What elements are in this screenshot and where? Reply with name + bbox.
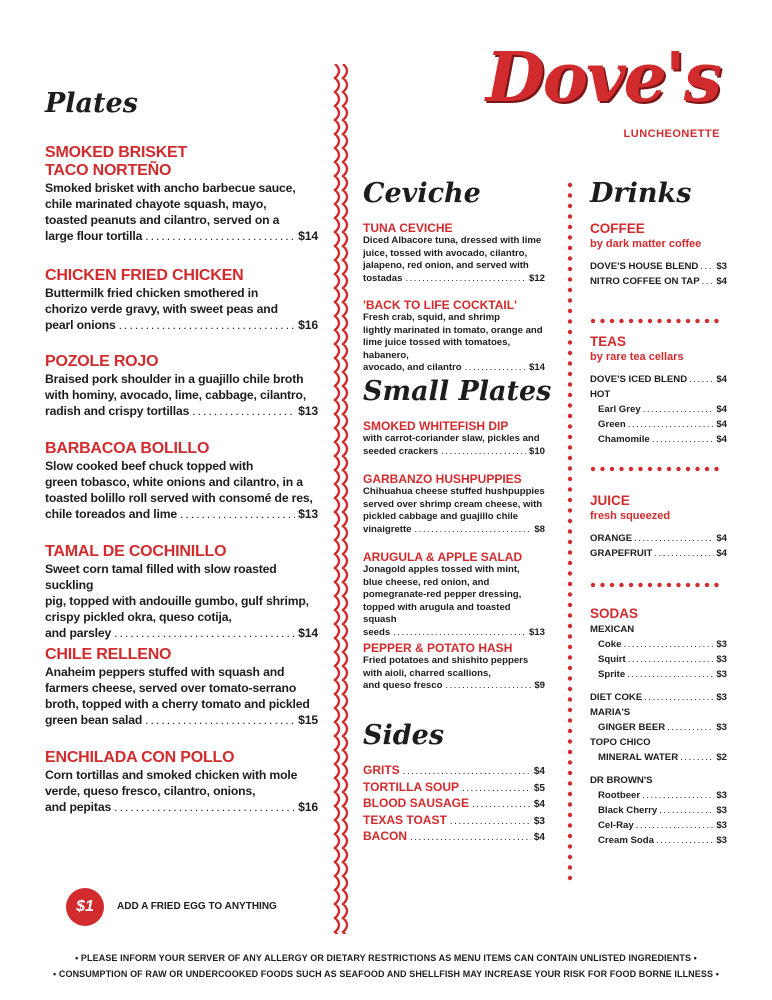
restaurant-logo bbox=[462, 38, 722, 148]
item-description: pig, topped with andouille gumbo, gulf shrimp, bbox=[45, 594, 309, 608]
menu-item bbox=[45, 440, 318, 522]
item-name: 'BACK TO LIFE COCKTAIL' bbox=[363, 298, 517, 312]
side-name: BACON bbox=[363, 829, 407, 843]
small-plates-heading: Small Plates bbox=[363, 376, 552, 407]
section-name: SODAS bbox=[590, 606, 639, 621]
item-description: radish and crispy tortillas bbox=[45, 404, 190, 418]
drink-row bbox=[590, 417, 727, 432]
side-row bbox=[363, 780, 545, 797]
drink-row bbox=[590, 788, 727, 803]
item-description: green bean salad bbox=[45, 713, 143, 727]
item-price: $14 bbox=[528, 362, 545, 373]
item-price: $8 bbox=[534, 523, 545, 535]
drink-name: Rootbeer bbox=[598, 790, 641, 801]
drink-group-label: HOT bbox=[590, 389, 611, 400]
item-name: SMOKED BRISKET bbox=[45, 144, 188, 161]
drink-price: $3 bbox=[716, 722, 727, 733]
drink-name: DIET COKE bbox=[590, 692, 643, 703]
item-price: $10 bbox=[528, 445, 545, 457]
drink-price: $4 bbox=[716, 533, 727, 544]
item-description: pearl onions bbox=[45, 318, 116, 332]
dotted-divider bbox=[567, 182, 573, 882]
drink-name: DOVE'S ICED BLEND bbox=[590, 374, 688, 385]
item-description: Sweet corn tamal filled with slow roasted suckling bbox=[45, 562, 277, 592]
item-description: Diced Albacore tuna, dressed with lime bbox=[363, 235, 542, 246]
logo-tagline: LUNCHEONETTE bbox=[623, 128, 720, 140]
item-description: toasted bolillo roll served with consomé de res, bbox=[45, 491, 313, 505]
drink-row bbox=[590, 833, 727, 848]
item-description: and pepitas bbox=[45, 800, 112, 814]
drink-price: $4 bbox=[716, 419, 727, 430]
drink-price: $2 bbox=[716, 752, 727, 763]
item-description: toasted peanuts and cilantro, served on a bbox=[45, 213, 280, 227]
drink-price: $3 bbox=[716, 835, 727, 846]
drink-row bbox=[590, 652, 727, 667]
drink-price: $3 bbox=[716, 669, 727, 680]
item-description: broth, topped with a cherry tomato and pickled bbox=[45, 697, 310, 711]
drink-name: MINERAL WATER bbox=[598, 752, 679, 763]
drinks-heading: Drinks bbox=[590, 178, 692, 209]
item-price: $16 bbox=[298, 800, 318, 814]
drink-name: Chamomile bbox=[598, 434, 650, 445]
item-price: $16 bbox=[298, 318, 318, 332]
section-name: COFFEE bbox=[590, 221, 645, 236]
item-description: verde, queso fresco, cilantro, onions, bbox=[45, 784, 256, 798]
menu-item bbox=[45, 353, 318, 419]
logo-brand: Dove's bbox=[485, 38, 720, 118]
item-name: POZOLE ROJO bbox=[45, 353, 159, 370]
item-description: farmers cheese, served over tomato-serrano bbox=[45, 681, 297, 695]
drink-group-label: DR BROWN'S bbox=[590, 775, 653, 786]
drink-group-label: MARIA'S bbox=[590, 707, 631, 718]
side-row bbox=[363, 796, 545, 813]
raw-food-notice: • CONSUMPTION OF RAW OR UNDERCOOKED FOODS SUCH AS SEAFOOD AND SHELLFISH MAY INCREASE YOUR RISK FOR FOOD BORNE ILLNESS • bbox=[53, 969, 719, 979]
menu-item bbox=[45, 646, 318, 728]
drink-row bbox=[590, 546, 727, 561]
side-price: $3 bbox=[533, 815, 545, 827]
drink-price: $3 bbox=[716, 805, 727, 816]
dotted-separator bbox=[590, 582, 720, 588]
drink-row bbox=[590, 720, 727, 735]
drink-row bbox=[590, 667, 727, 682]
side-row bbox=[363, 813, 545, 830]
drink-name: ORANGE bbox=[590, 533, 633, 544]
drink-price: $3 bbox=[716, 790, 727, 801]
ceviche-heading: Ceviche bbox=[363, 178, 481, 209]
item-name: ARUGULA & APPLE SALAD bbox=[363, 550, 523, 564]
drink-name: Squirt bbox=[598, 654, 626, 665]
sides-list bbox=[363, 763, 545, 846]
menu-item bbox=[363, 641, 545, 693]
item-description: juice, tossed with avocado, cilantro, bbox=[363, 247, 528, 259]
item-price: $13 bbox=[298, 404, 318, 418]
item-description: jalapeno, red onion, and served with bbox=[363, 260, 529, 271]
item-description: Slow cooked beef chuck topped with bbox=[45, 459, 254, 473]
section-subtitle: by rare tea cellars bbox=[590, 351, 684, 363]
item-name: TACO NORTEÑO bbox=[45, 162, 172, 179]
drink-name: DOVE'S HOUSE BLEND bbox=[590, 261, 699, 272]
item-description: topped with arugula and toasted squash bbox=[363, 601, 511, 625]
drink-price: $3 bbox=[716, 261, 727, 272]
drink-row bbox=[590, 274, 727, 289]
drink-group-label: TOPO CHICO bbox=[590, 737, 651, 748]
menu-item bbox=[45, 267, 318, 333]
drink-price: $4 bbox=[716, 404, 727, 415]
drink-row bbox=[590, 402, 727, 417]
menu-item bbox=[45, 749, 318, 815]
side-row bbox=[363, 763, 545, 780]
item-description: lightly marinated in tomato, orange and bbox=[363, 324, 543, 336]
drink-name: Cel-Ray bbox=[598, 820, 634, 831]
side-price: $4 bbox=[533, 799, 545, 810]
menu-item bbox=[363, 298, 545, 375]
item-description: pickled cabbage and guajillo chile bbox=[363, 511, 519, 522]
section-name: TEAS bbox=[590, 334, 627, 349]
item-price: $13 bbox=[298, 507, 318, 521]
side-row bbox=[363, 829, 545, 846]
egg-addon-text: ADD A FRIED EGG TO ANYTHING bbox=[117, 901, 277, 912]
sides-heading: Sides bbox=[363, 720, 445, 751]
item-description: avocado, and cilantro bbox=[363, 362, 462, 373]
drink-price: $4 bbox=[716, 374, 727, 385]
item-description: with carrot-coriander slaw, pickles and bbox=[363, 433, 540, 444]
drink-name: NITRO COFFEE ON TAP bbox=[590, 276, 700, 287]
item-name: BARBACOA BOLILLO bbox=[45, 440, 210, 457]
side-price: $4 bbox=[533, 766, 545, 777]
item-description: Fresh crab, squid, and shrimp bbox=[363, 312, 501, 323]
drink-name: Coke bbox=[598, 639, 622, 650]
item-description: Buttermilk fried chicken smothered in bbox=[45, 286, 259, 300]
item-description: vinaigrette bbox=[363, 523, 412, 535]
side-name: BLOOD SAUSAGE bbox=[363, 796, 470, 810]
drink-price: $3 bbox=[716, 820, 727, 831]
item-description: tostadas bbox=[363, 272, 403, 284]
item-description: Jonagold apples tossed with mint, bbox=[363, 564, 520, 575]
item-name: CHILE RELLENO bbox=[45, 646, 172, 663]
drink-name: Black Cherry bbox=[598, 805, 658, 816]
juice-section bbox=[590, 493, 727, 561]
item-description: with hominy, avocado, lime, cabbage, cilantro, bbox=[45, 388, 307, 402]
item-description: chile marinated chayote squash, mayo, bbox=[45, 197, 267, 211]
item-name: CHICKEN FRIED CHICKEN bbox=[45, 267, 244, 284]
drink-row bbox=[590, 750, 727, 765]
item-description: Smoked brisket with ancho barbecue sauce, bbox=[45, 181, 296, 195]
item-description: chorizo verde gravy, with sweet peas and bbox=[45, 302, 278, 316]
side-name: TORTILLA SOUP bbox=[363, 779, 459, 794]
drink-row bbox=[590, 803, 727, 818]
item-price: $9 bbox=[534, 680, 545, 691]
item-name: PEPPER & POTATO HASH bbox=[363, 641, 513, 655]
dotted-separator bbox=[590, 466, 720, 472]
item-name: TUNA CEVICHE bbox=[363, 221, 453, 235]
item-price: $14 bbox=[298, 229, 318, 243]
menu-item bbox=[45, 543, 318, 641]
item-name: ENCHILADA CON POLLO bbox=[45, 749, 235, 766]
menu-item bbox=[363, 472, 545, 536]
section-subtitle: fresh squeezed bbox=[590, 510, 671, 522]
coffee-section bbox=[590, 221, 727, 289]
side-price: $4 bbox=[533, 832, 545, 843]
drink-group-label: MEXICAN bbox=[590, 624, 635, 635]
menu-item bbox=[363, 221, 545, 285]
item-price: $12 bbox=[528, 272, 545, 284]
dotted-separator bbox=[590, 318, 720, 324]
item-description: seeded crackers bbox=[363, 445, 439, 457]
item-description: Braised pork shoulder in a guajillo chile broth bbox=[45, 372, 304, 386]
drink-name: Earl Grey bbox=[598, 404, 641, 415]
drink-name: Cream Soda bbox=[598, 835, 654, 846]
item-name: GARBANZO HUSHPUPPIES bbox=[363, 472, 522, 486]
item-description: served over shrimp cream cheese, with bbox=[363, 498, 543, 510]
item-description: chile toreados and lime bbox=[45, 507, 178, 521]
drink-price: $3 bbox=[716, 692, 727, 703]
egg-price-badge: $1 bbox=[66, 888, 104, 926]
drink-row bbox=[590, 818, 727, 833]
item-description: lime juice tossed with tomatoes, habanero, bbox=[363, 337, 511, 361]
item-description: Anaheim peppers stuffed with squash and bbox=[45, 665, 285, 679]
item-description: Chihuahua cheese stuffed hushpuppies bbox=[363, 486, 545, 497]
drink-name: GINGER BEER bbox=[598, 722, 666, 733]
item-description: Corn tortillas and smoked chicken with mole bbox=[45, 768, 298, 782]
allergy-notice: • PLEASE INFORM YOUR SERVER OF ANY ALLERGY OR DIETARY RESTRICTIONS AS MENU ITEMS CAN CONTAIN UNLISTED INGREDIENTS • bbox=[75, 953, 697, 963]
teas-section bbox=[590, 334, 727, 447]
section-subtitle: by dark matter coffee bbox=[590, 238, 702, 250]
item-name: SMOKED WHITEFISH DIP bbox=[363, 419, 509, 433]
drink-row bbox=[590, 690, 727, 705]
drink-price: $3 bbox=[716, 654, 727, 665]
item-price: $14 bbox=[298, 626, 318, 640]
sodas-section bbox=[590, 606, 727, 848]
item-description: large flour tortilla bbox=[45, 229, 143, 243]
item-description: blue cheese, red onion, and bbox=[363, 576, 490, 588]
item-price: $15 bbox=[298, 713, 318, 727]
drink-name: Sprite bbox=[598, 669, 626, 680]
drink-row bbox=[590, 372, 727, 387]
drink-name: GRAPEFRUIT bbox=[590, 548, 653, 559]
drink-row bbox=[590, 531, 727, 546]
item-description: green tobasco, white onions and cilantro, in a bbox=[45, 475, 303, 489]
drink-name: Green bbox=[598, 419, 626, 430]
drink-price: $4 bbox=[716, 548, 727, 559]
side-name: TEXAS TOAST bbox=[363, 812, 447, 827]
item-description: with aioli, charred scallions, bbox=[363, 667, 491, 679]
item-description: Fried potatoes and shishito peppers bbox=[363, 655, 529, 666]
wavy-divider bbox=[330, 64, 354, 934]
drink-row bbox=[590, 637, 727, 652]
item-description: crispy pickled okra, queso cotija, bbox=[45, 610, 232, 624]
item-description: and parsley bbox=[45, 626, 112, 640]
drink-price: $3 bbox=[716, 639, 727, 650]
item-name: TAMAL DE COCHINILLO bbox=[45, 543, 227, 560]
item-description: seeds bbox=[363, 626, 391, 638]
section-name: JUICE bbox=[590, 493, 630, 508]
menu-item bbox=[363, 550, 545, 639]
drink-price: $4 bbox=[716, 434, 727, 445]
side-price: $5 bbox=[533, 782, 545, 794]
drink-row bbox=[590, 259, 727, 274]
drink-price: $4 bbox=[716, 276, 727, 287]
plates-heading: Plates bbox=[45, 88, 138, 119]
item-price: $13 bbox=[528, 626, 545, 638]
side-name: GRITS bbox=[363, 763, 400, 777]
item-description: and queso fresco bbox=[363, 680, 443, 691]
menu-item bbox=[363, 419, 545, 458]
menu-item bbox=[45, 144, 318, 244]
item-description: pomegranate-red pepper dressing, bbox=[363, 589, 522, 600]
drink-row bbox=[590, 432, 727, 447]
